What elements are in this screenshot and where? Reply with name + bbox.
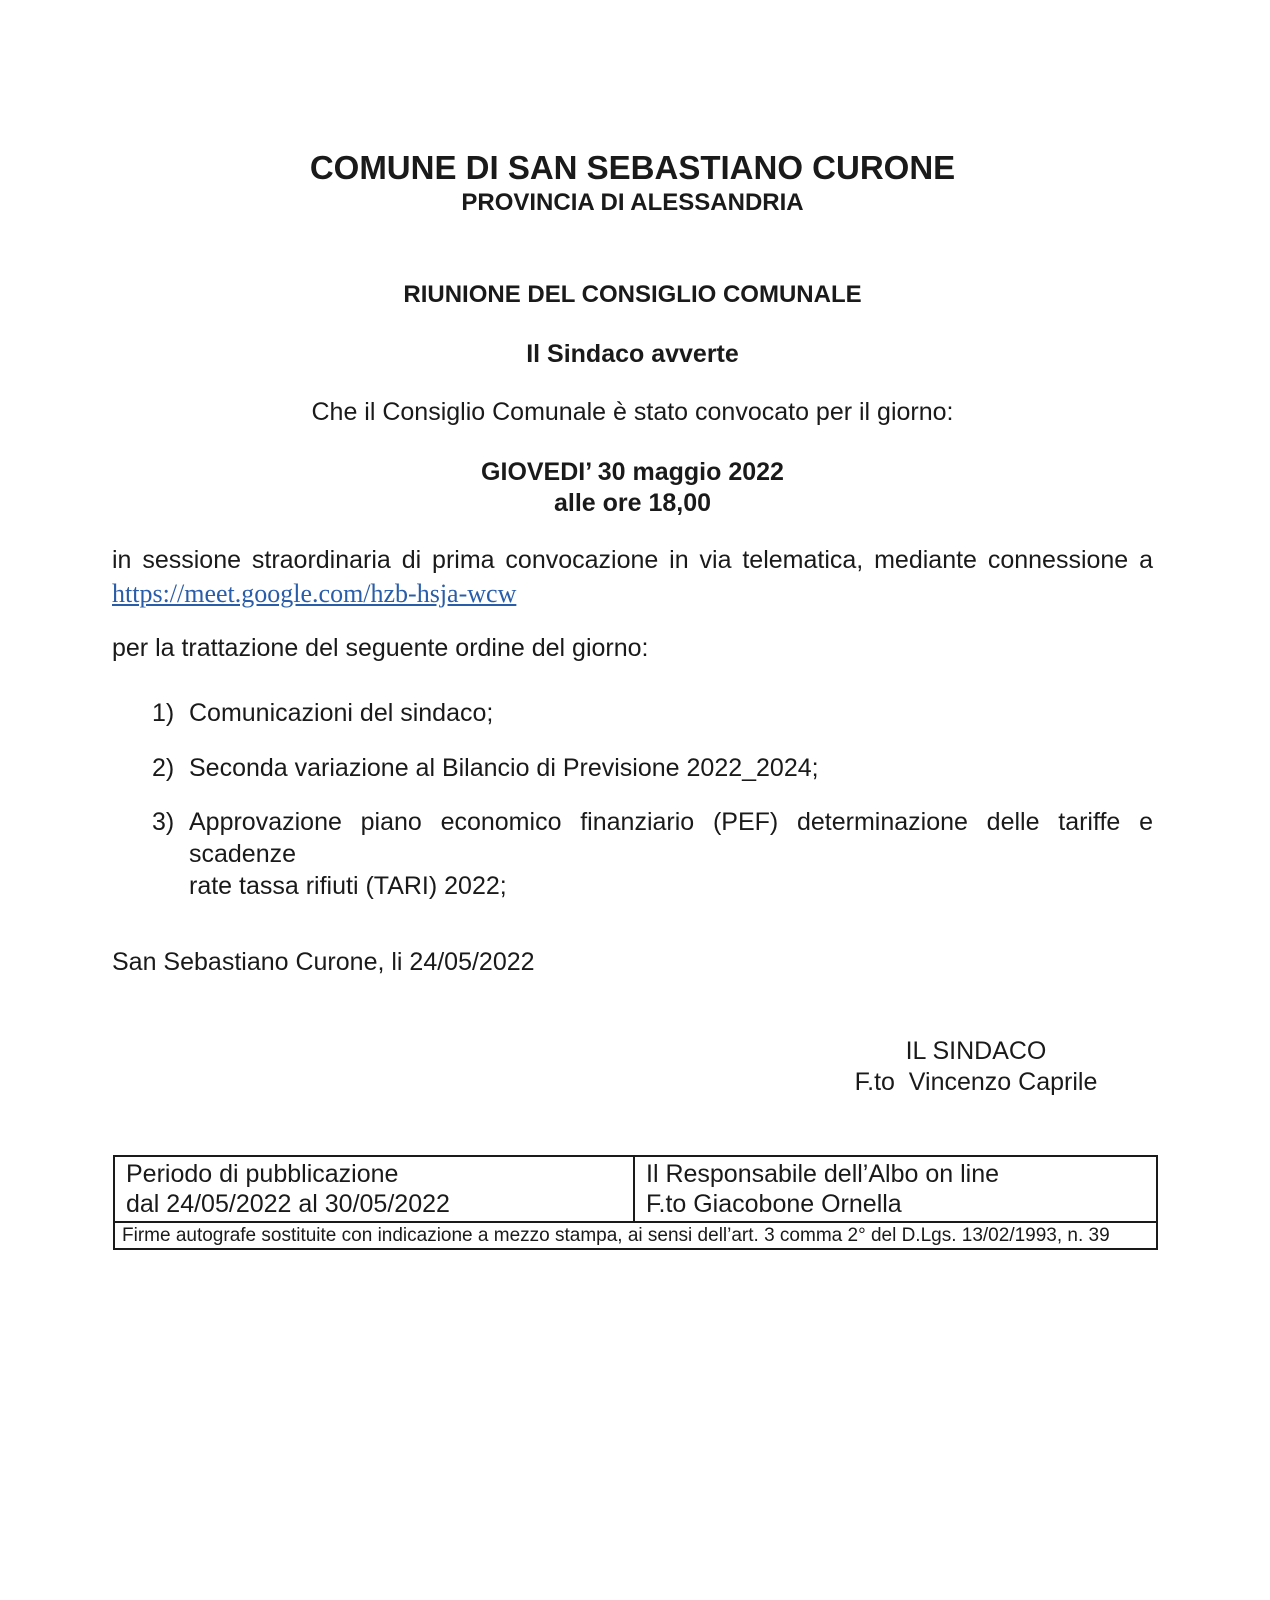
responsible-value-line: F.to Giacobone Ornella — [646, 1190, 902, 1218]
responsible-cell — [634, 1156, 1157, 1222]
signature-role: IL SINDACO — [905, 1037, 1047, 1065]
footer-note-cell: Firme autografe sostituite con indicazione a mezzo stampa, ai sensi dell’art. 3 comma 2° del D.Lgs. 13/02/1993, n. 39 — [114, 1222, 1157, 1249]
place-date-line: San Sebastiano Curone, li 24/05/2022 — [112, 948, 535, 976]
session-line: in sessione straordinaria di prima convocazione in via telematica, mediante connessione a — [112, 546, 1153, 574]
meeting-time-line: alle ore 18,00 — [553, 489, 712, 517]
signature-name: F.to Vincenzo Caprile — [854, 1068, 1098, 1096]
meet-link-line — [112, 577, 1153, 611]
publication-table-main-row — [114, 1156, 1157, 1222]
comune-title: COMUNE DI SAN SEBASTIANO CURONE — [309, 149, 956, 186]
meet-link[interactable]: https://meet.google.com/hzb-hsja-wcw — [112, 579, 517, 608]
agenda-item-3-text — [189, 806, 1153, 902]
publication-table-note-row — [114, 1222, 1157, 1249]
agenda-item-2 — [112, 752, 1153, 784]
agenda-item-2-number: 2) — [152, 754, 175, 782]
period-label-line: Periodo di pubblicazione — [126, 1160, 399, 1188]
meeting-datetime-block — [112, 457, 1153, 519]
agenda-intro-line: per la trattazione del seguente ordine del giorno: — [112, 634, 649, 662]
publication-period-cell — [114, 1156, 634, 1222]
responsible-label-line: Il Responsabile dell’Albo on line — [646, 1160, 1000, 1188]
agenda-item-1 — [112, 697, 1153, 729]
provincia-subtitle: PROVINCIA DI ALESSANDRIA — [461, 189, 804, 216]
meeting-title: RIUNIONE DEL CONSIGLIO COMUNALE — [403, 281, 862, 308]
publication-table — [113, 1155, 1158, 1250]
agenda-item-1-text: Comunicazioni del sindaco; — [189, 699, 494, 727]
convocation-line: Che il Consiglio Comunale è stato convocato per il giorno: — [311, 398, 954, 426]
session-paragraph — [112, 544, 1153, 611]
agenda-item-1-number: 1) — [152, 699, 175, 727]
signature-block — [838, 1036, 1114, 1098]
agenda-item-3 — [112, 806, 1153, 902]
meeting-date-line: GIOVEDI’ 30 maggio 2022 — [481, 458, 784, 486]
agenda-item-3-text-line2: rate tassa rifiuti (TARI) 2022; — [189, 872, 507, 900]
agenda-item-2-text: Seconda variazione al Bilancio di Previsione 2022_2024; — [189, 754, 819, 782]
period-value-line: dal 24/05/2022 al 30/05/2022 — [126, 1190, 450, 1218]
sindaco-avverte-line: Il Sindaco avverte — [526, 340, 739, 368]
agenda-item-3-number: 3) — [152, 808, 175, 836]
agenda-item-3-text-line1: Approvazione piano economico finanziario (PEF) determinazione delle tariffe e scadenze — [189, 808, 1153, 868]
